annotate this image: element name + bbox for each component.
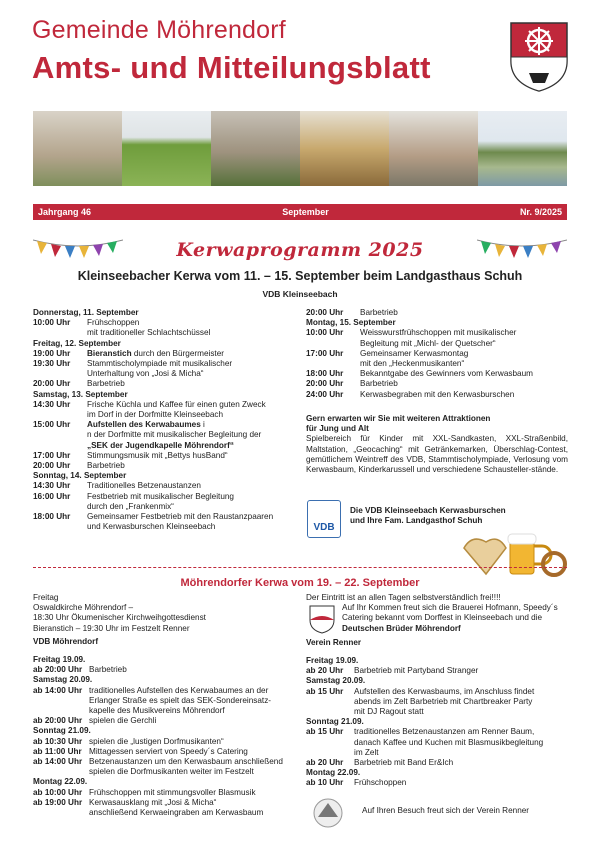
schedule-time: ab 20 Uhr	[306, 666, 344, 676]
schedule-time: 10:00 Uhr	[33, 318, 71, 328]
photo-church	[33, 111, 122, 186]
schedule-text: Betzenaustanzen um den Kerwasbaum anschließend	[89, 757, 283, 767]
schedule-row	[33, 747, 295, 757]
schedule-day: Samstag, 13. September	[33, 389, 128, 399]
schedule-day: Sonntag 21.09.	[306, 717, 364, 727]
kerwa-organizer: VDB Kleinseebach	[262, 289, 338, 299]
schedule-row	[33, 512, 288, 522]
schedule-text: Weisswurstfrühschoppen mit musikalischer	[360, 328, 517, 338]
schedule-time	[33, 369, 87, 379]
issue-number: Nr. 9/2025	[519, 207, 562, 217]
schedule-text: durch den „Frankenmix“	[87, 501, 174, 511]
schedule-text: Gemeinsamer Kerwasmontag	[360, 348, 469, 358]
schedule-row	[33, 706, 295, 716]
kleinseebach-schedule-right	[306, 308, 568, 400]
schedule-time: 20:00 Uhr	[306, 379, 344, 389]
schedule-day: Montag 22.09.	[33, 777, 88, 787]
schedule-time: ab 10:00 Uhr	[33, 787, 83, 797]
schedule-text: Kerwasbegraben mit den Kerwasburschen	[360, 389, 515, 399]
renner-closing: Auf Ihren Besuch freut sich der Verein Renner	[362, 806, 530, 815]
schedule-row	[306, 328, 568, 338]
moehrendorf-right-intro	[306, 593, 568, 648]
schedule-row	[306, 308, 568, 318]
schedule-row	[306, 727, 568, 737]
intro-line: Oswaldkirche Möhrendorf –	[33, 603, 134, 613]
schedule-time	[33, 502, 87, 512]
photo-meadow	[122, 111, 211, 186]
schedule-day: Samstag 20.09.	[306, 676, 366, 686]
schedule-text: Frühschoppen	[354, 778, 407, 788]
schedule-text: Bieranstich durch den Bürgermeister	[87, 348, 224, 358]
schedule-time: 19:00 Uhr	[33, 348, 71, 358]
schedule-text: Frühschoppen	[87, 318, 140, 328]
schedule-time	[306, 748, 354, 758]
schedule-row	[306, 369, 568, 379]
schedule-text: Barbetrieb	[360, 308, 398, 317]
schedule-row	[306, 379, 568, 389]
schedule-text: Stimmungsmusik mit „Bettys husBand“	[87, 450, 228, 460]
schedule-row	[33, 808, 295, 818]
moehrendorf-title: Möhrendorfer Kerwa vom 19. – 22. September	[180, 577, 420, 589]
schedule-day: Sonntag, 14. September	[33, 471, 127, 481]
schedule-text: Barbetrieb mit Band Er&Ich	[354, 758, 454, 768]
schedule-text: mit traditioneller Schlachtschüssel	[87, 328, 211, 338]
intro-line: Auf Ihr Kommen freut sich die Brauerei Hofmann, Speedy´s	[342, 603, 558, 613]
schedule-row	[33, 767, 295, 777]
intro-line: Deutschen Brüder Möhrendorf	[342, 623, 461, 633]
schedule-time	[33, 808, 89, 818]
schedule-text: Gemeinsamer Festbetrieb mit den Raustanzpaaren	[87, 512, 274, 522]
schedule-text: kapelle des Musikvereins Möhrendorf	[89, 706, 225, 716]
schedule-text: im Zelt	[354, 747, 379, 757]
schedule-text: Barbetrieb	[360, 379, 398, 389]
schedule-row	[33, 686, 295, 696]
photo-strip	[33, 111, 567, 186]
vdb-thanks-line2: und Ihre Fam. Landgasthof Schuh	[350, 516, 483, 526]
schedule-row	[33, 420, 288, 430]
schedule-time: 17:00 Uhr	[306, 348, 344, 358]
schedule-text: Frische Küchla und Kaffee für einen guten Zweck	[87, 399, 266, 409]
schedule-row	[306, 390, 568, 400]
issue-month: September	[282, 207, 329, 217]
vdb-moehrendorf-heading: VDB Möhrendorf	[33, 636, 99, 646]
schedule-text: Begleitung mit „Michl- der Quetscher“	[360, 338, 496, 348]
photo-tower	[211, 111, 300, 186]
schedule-text: spielen die Dorfmusikanten weiter im Festzelt	[89, 767, 254, 777]
section-divider	[33, 567, 567, 569]
schedule-row	[33, 665, 295, 675]
schedule-text: Traditionelles Betzenaustanzen	[87, 481, 201, 491]
schedule-row	[33, 737, 295, 747]
schedule-row	[33, 359, 288, 369]
schedule-row	[33, 318, 288, 328]
schedule-row	[306, 339, 568, 349]
schedule-row	[33, 492, 288, 502]
schedule-time: 14:30 Uhr	[33, 481, 71, 491]
vdb-thanks-line1: Die VDB Kleinseebach Kerwasburschen	[350, 506, 506, 515]
schedule-row	[33, 441, 288, 451]
schedule-text: spielen die „lustigen Dorfmusikanten“	[89, 736, 224, 746]
page-title: Amts- und Mitteilungsblatt	[32, 50, 431, 85]
schedule-day: Montag 22.09.	[306, 768, 361, 778]
moehrendorf-schedule-left	[33, 655, 295, 818]
schedule-time	[33, 767, 89, 777]
schedule-time: 16:00 Uhr	[33, 491, 71, 501]
schedule-time: ab 11:00 Uhr	[33, 746, 82, 756]
issue-volume: Jahrgang 46	[38, 207, 92, 217]
schedule-row	[306, 359, 568, 369]
schedule-day: Sonntag 21.09.	[33, 726, 91, 736]
schedule-row	[306, 778, 568, 788]
coat-of-arms-icon	[509, 21, 569, 93]
intro-line: Der Eintritt ist an allen Tagen selbstverständlich frei!!!!	[306, 593, 501, 602]
schedule-time	[306, 707, 354, 717]
schedule-time	[306, 359, 360, 369]
schedule-text: Bekanntgabe des Gewinners vom Kerwasbaum	[360, 369, 533, 379]
kerwa-title: Kerwaprogramm 2025	[176, 239, 424, 261]
schedule-time: 17:00 Uhr	[33, 450, 71, 460]
intro-line: Bieranstich – 19:30 Uhr im Festzelt Renner	[33, 623, 190, 633]
schedule-text: und Kerwasburschen Kleinseebach	[87, 522, 216, 532]
moehrendorf-schedule-right	[306, 656, 568, 789]
attractions-subheading: für Jung und Alt	[306, 424, 369, 434]
schedule-text: Barbetrieb	[87, 379, 125, 389]
schedule-day: Freitag 19.09.	[33, 655, 86, 664]
schedule-text: danach Kaffee und Kuchen mit Blasmusikbegleitung	[354, 737, 544, 747]
moehrendorf-intro	[33, 593, 293, 647]
vdb-logo-text: VDB	[313, 522, 335, 533]
schedule-row	[306, 758, 568, 768]
schedule-day: Donnerstag, 11. September	[33, 308, 139, 317]
schedule-time	[306, 697, 354, 707]
schedule-row	[33, 410, 288, 420]
schedule-time	[306, 339, 360, 349]
schedule-time: 20:00 Uhr	[306, 308, 344, 317]
schedule-row	[306, 707, 568, 717]
schedule-row	[33, 400, 288, 410]
schedule-time: 14:30 Uhr	[33, 399, 71, 409]
schedule-row	[33, 788, 295, 798]
schedule-day: Samstag 20.09.	[33, 675, 93, 685]
schedule-row	[33, 349, 288, 359]
schedule-text: Erlanger Straße es spielt das SEK-Sondereinsatz-	[89, 695, 272, 705]
schedule-time	[33, 706, 89, 716]
schedule-row	[33, 369, 288, 379]
schedule-time: 10:00 Uhr	[306, 328, 344, 338]
schedule-time: 20:00 Uhr	[33, 379, 71, 389]
schedule-row	[33, 798, 295, 808]
schedule-row	[33, 757, 295, 767]
schedule-text: Barbetrieb	[87, 461, 125, 471]
schedule-text: traditionelles Aufstellen des Kerwabaumes an der	[89, 685, 269, 695]
brewery-logo-icon	[308, 604, 336, 634]
schedule-time: 15:00 Uhr	[33, 420, 71, 430]
schedule-time: ab 10 Uhr	[306, 778, 344, 788]
schedule-time: ab 20 Uhr	[306, 758, 344, 768]
photo-pond	[478, 111, 567, 186]
vdb-logo	[307, 500, 341, 538]
schedule-text: mit den „Heckenmusikanten“	[360, 359, 465, 369]
schedule-time: ab 14:00 Uhr	[33, 757, 83, 767]
beer-pretzel-icon	[458, 526, 568, 582]
schedule-time: ab 19:00 Uhr	[33, 797, 83, 807]
schedule-text: Kerwasausklang mit „Josi & Micha“	[89, 797, 217, 807]
schedule-text: „SEK der Jugendkapelle Möhrendorf“	[87, 440, 234, 450]
schedule-text: anschließend Kerwaeingraben am Kerwasbaum	[89, 808, 264, 818]
schedule-row	[306, 349, 568, 359]
schedule-time: 18:00 Uhr	[33, 512, 71, 522]
schedule-row	[33, 522, 288, 532]
schedule-time: ab 20:00 Uhr	[33, 716, 83, 726]
schedule-row	[306, 687, 568, 697]
schedule-time	[33, 441, 87, 451]
schedule-row	[33, 696, 295, 706]
schedule-text: Stammtischolympiade mit musikalischer	[87, 359, 233, 369]
intro-line: Freitag	[33, 593, 59, 602]
schedule-text: Aufstellen des Kerwabaumes i	[87, 420, 205, 430]
attractions-heading: Gern erwarten wir Sie mit weiteren Attraktionen	[306, 414, 491, 423]
schedule-time	[33, 410, 87, 420]
schedule-row	[33, 451, 288, 461]
schedule-row	[306, 748, 568, 758]
schedule-text: n der Dorfmitte mit musikalischer Begleitung der	[87, 430, 262, 440]
schedule-time: 18:00 Uhr	[306, 369, 344, 379]
schedule-row	[33, 502, 288, 512]
schedule-text: spielen die Gerchli	[89, 716, 157, 726]
schedule-row	[306, 738, 568, 748]
schedule-time: ab 15 Uhr	[306, 686, 344, 696]
renner-logo-icon	[308, 795, 348, 835]
schedule-time: ab 10:30 Uhr	[33, 736, 83, 746]
schedule-day: Freitag 19.09.	[306, 656, 359, 665]
schedule-text: mit DJ Ragout statt	[354, 707, 424, 717]
schedule-text: Frühschoppen mit stimmungsvoller Blasmusik	[89, 787, 256, 797]
schedule-row	[33, 716, 295, 726]
schedule-row	[33, 430, 288, 440]
org-name: Gemeinde Möhrendorf	[32, 16, 286, 44]
schedule-text: Festbetrieb mit musikalischer Begleitung	[87, 491, 234, 501]
schedule-time: ab 20:00 Uhr	[33, 665, 83, 675]
schedule-day: Montag, 15. September	[306, 318, 396, 328]
schedule-text: im Dorf in der Dorfmitte Kleinseebach	[87, 410, 224, 420]
schedule-row	[33, 461, 288, 471]
attractions-block	[306, 414, 568, 475]
schedule-text: traditionelles Betzenaustanzen am Renner Baum,	[354, 727, 535, 737]
kerwa-subtitle: Kleinseebacher Kerwa vom 11. – 15. September beim Landgasthaus Schuh	[77, 269, 523, 283]
schedule-row	[306, 666, 568, 676]
schedule-time: 19:30 Uhr	[33, 359, 71, 369]
intro-line: Catering bekannt vom Dorffest in Kleinseebach und die	[342, 613, 543, 623]
schedule-row	[33, 379, 288, 389]
attractions-text: Spielbereich für Kinder mit XXL-Sandkasten, XXL-Straßenbild, Maltstation, „Geocaching“ mit Getränkemarken, Überschlag-Contest, gemütlichem Weintreff des VDB, Stammtischolympiade, Verlosung vom Kerwasbaum, Kinderkarussell und verschiedene Schausteller-stände.	[306, 434, 568, 475]
schedule-time	[33, 328, 87, 338]
schedule-time	[33, 522, 87, 532]
intro-line: 18:30 Uhr Ökumenischer Kirchweihgottesdienst	[33, 613, 206, 623]
schedule-row	[306, 697, 568, 707]
schedule-time: ab 14:00 Uhr	[33, 685, 83, 695]
schedule-row	[33, 481, 288, 491]
kleinseebach-schedule-left	[33, 308, 288, 532]
schedule-text: Aufstellen des Kerwasbaums, im Anschluss findet	[354, 686, 535, 696]
issue-bar	[33, 204, 567, 220]
schedule-text: Barbetrieb mit Partyband Stranger	[354, 666, 479, 676]
schedule-text: abends im Zelt Barbetrieb mit Chartbreaker Party	[354, 696, 533, 706]
schedule-time: 24:00 Uhr	[306, 389, 344, 399]
schedule-row	[33, 328, 288, 338]
schedule-time	[33, 696, 89, 706]
schedule-text: Barbetrieb	[89, 665, 127, 675]
schedule-time	[33, 430, 87, 440]
photo-nest	[389, 111, 478, 186]
vdb-thanks	[350, 506, 570, 526]
schedule-day: Freitag, 12. September	[33, 338, 121, 348]
schedule-time	[306, 738, 354, 748]
renner-heading: Verein Renner	[306, 637, 362, 647]
photo-fence	[300, 111, 389, 186]
schedule-time: ab 15 Uhr	[306, 727, 344, 737]
schedule-text: Mittagessen serviert von Speedy´s Catering	[89, 746, 248, 756]
schedule-text: Unterhaltung von „Josi & Micha“	[87, 369, 204, 379]
schedule-time: 20:00 Uhr	[33, 461, 71, 471]
